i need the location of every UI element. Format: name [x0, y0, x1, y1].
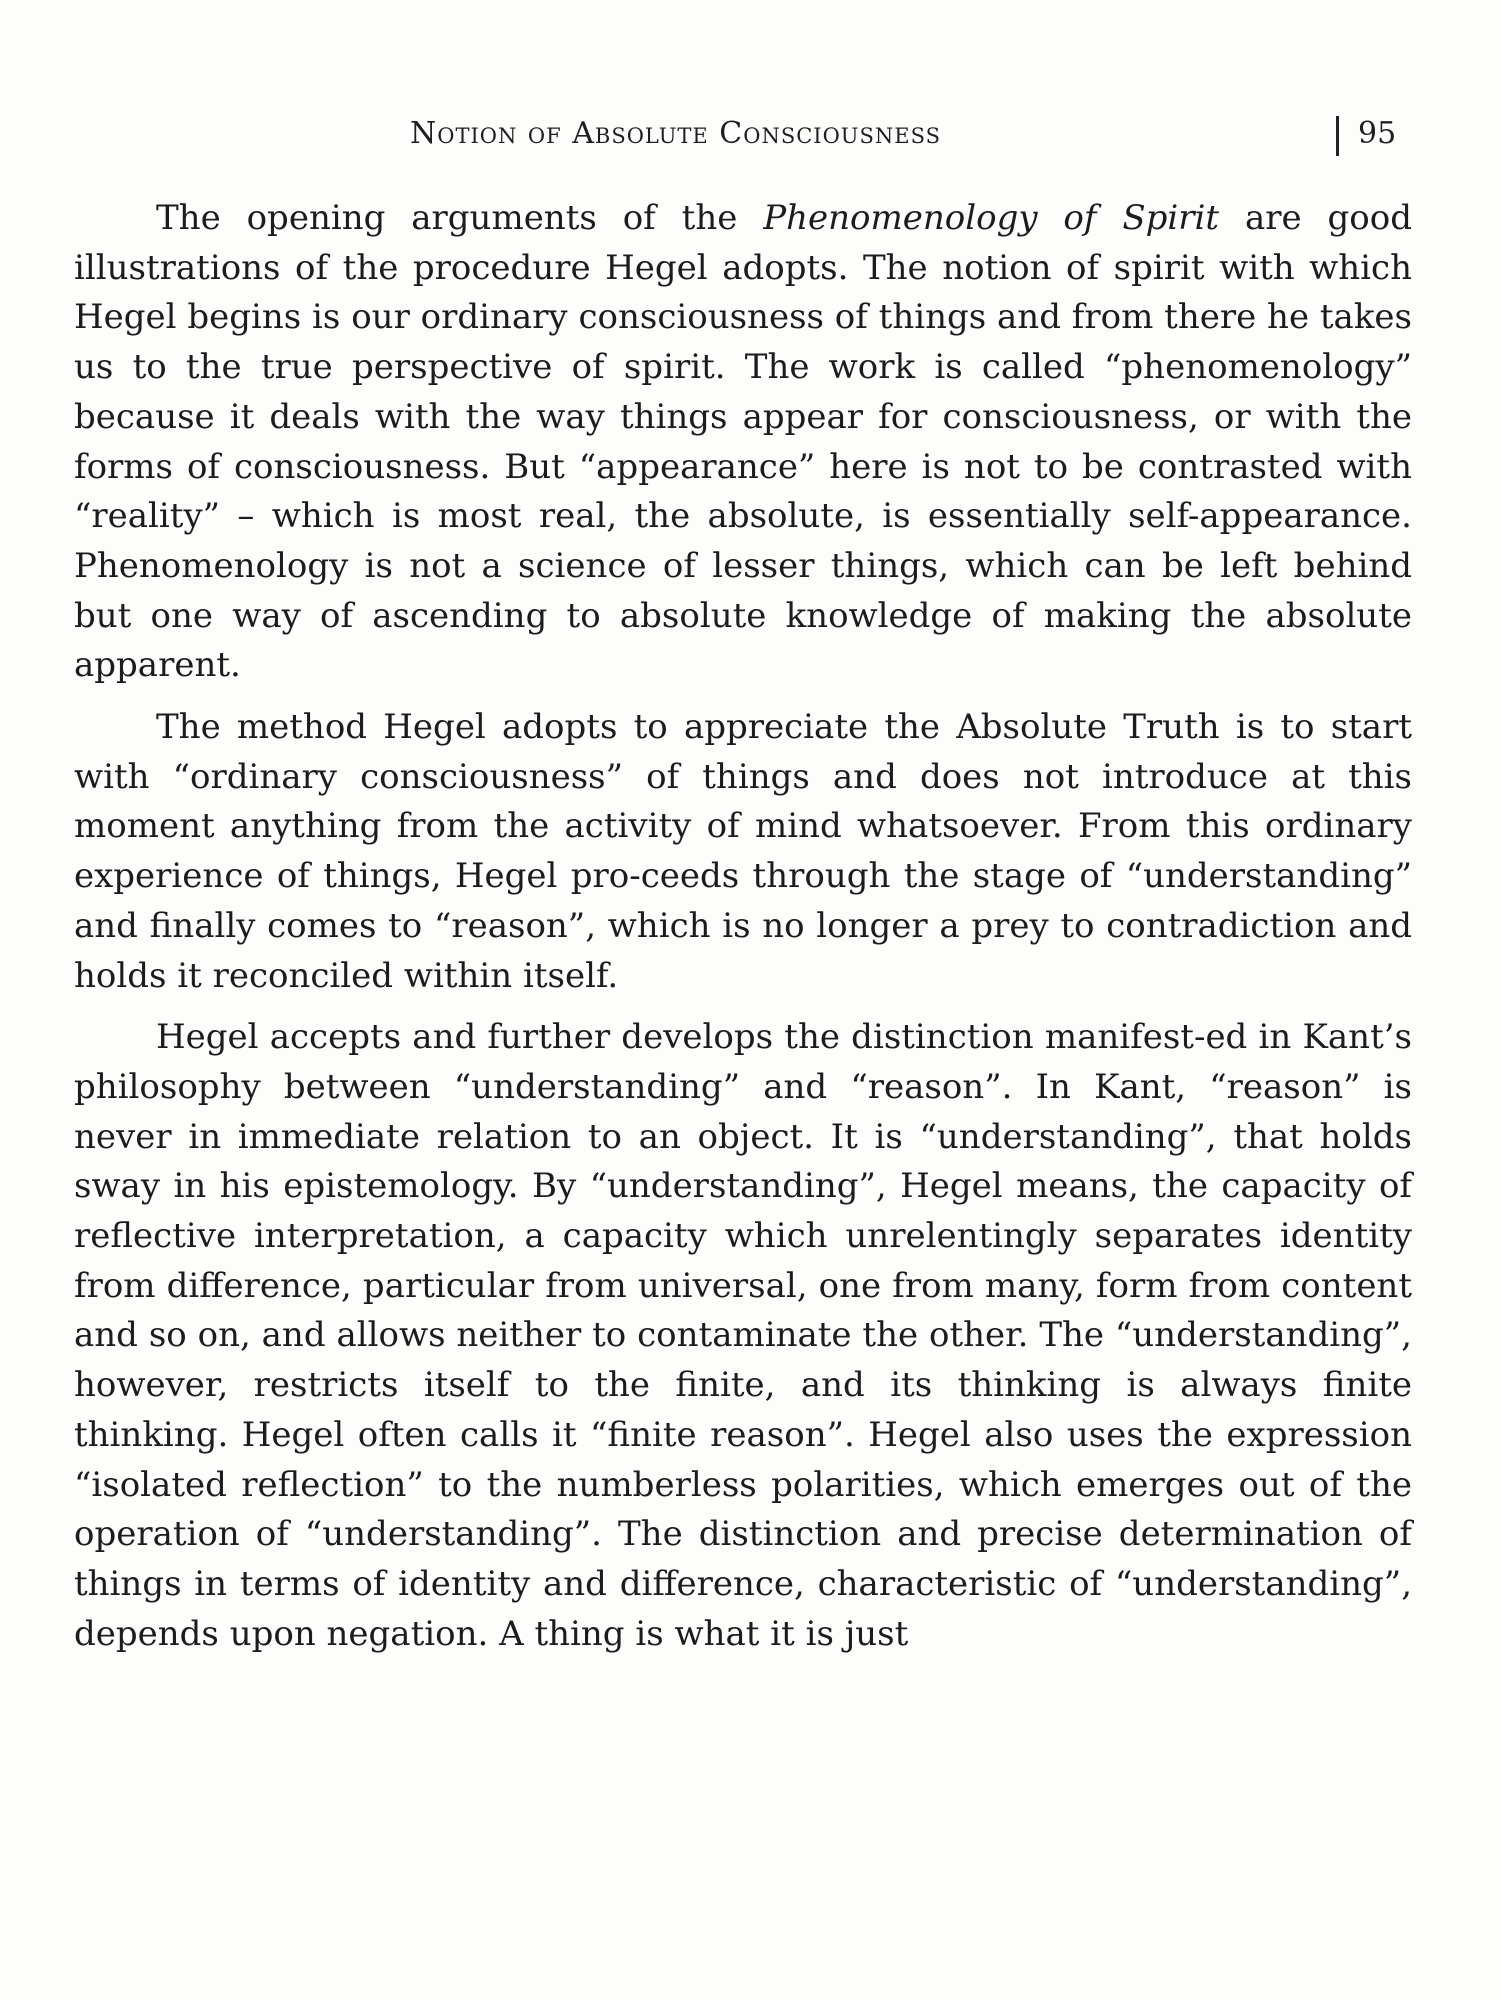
paragraph-1	[74, 194, 1412, 691]
book-page	[74, 110, 1412, 1950]
running-head	[74, 110, 1412, 170]
page-number: 95	[1358, 116, 1397, 151]
paragraph-2: The method Hegel adopts to appreciate the Absolute Truth is to start with “ordinary consciousness” of things and does not introduce at this moment anything from the activity of mind whatsoever. From this ordinary experience of things, Hegel pro-ceeds through the stage of “understanding” and finally comes to “reason”, which is no longer a prey to contradiction and holds it reconciled within itself.	[74, 707, 1412, 996]
paragraph-3: Hegel accepts and further develops the distinction manifest-ed in Kant’s philosophy between “understanding” and “reason”. In Kant, “reason” is never in immediate relation to an object. It is “understanding”, that holds sway in his epistemology. By “understanding”, Hegel means, the capacity of reflective interpretation, a capacity which unrelentingly separates identity from difference, particular from universal, one from many, form from content and so on, and allows neither to contaminate the other. The “understanding”, however, restricts itself to the finite, and its thinking is always finite thinking. Hegel often calls it “finite reason”. Hegel also uses the expression “isolated reflection” to the numberless polarities, which emerges out of the operation of “understanding”. The distinction and precise determination of things in terms of identity and difference, characteristic of “understanding”, depends upon negation. A thing is what it is just	[74, 1017, 1412, 1654]
book-title-italic: Phenomenology of Spirit	[763, 198, 1220, 238]
page-number-rule	[1336, 116, 1339, 156]
paragraph-1-rest: are good illustrations of the procedure Hegel adopts. The notion of spirit with which Hegel begins is our ordinary consciousness of things and from there he takes us to the true perspective of spirit. The work is called “phenomenology” because it deals with the way things appear for consciousness, or with the forms of consciousness. But “appearance” here is not to be contrasted with “reality” – which is most real, the absolute, is essentially self-appearance. Phenomenology is not a science of lesser things, which can be left behind but one way of ascending to absolute knowledge of making the absolute apparent.	[74, 198, 1413, 686]
running-title: Notion of Absolute Consciousness	[410, 116, 941, 151]
paragraph-1-lead: The opening arguments of the	[156, 198, 764, 238]
body-text	[74, 194, 1412, 1659]
